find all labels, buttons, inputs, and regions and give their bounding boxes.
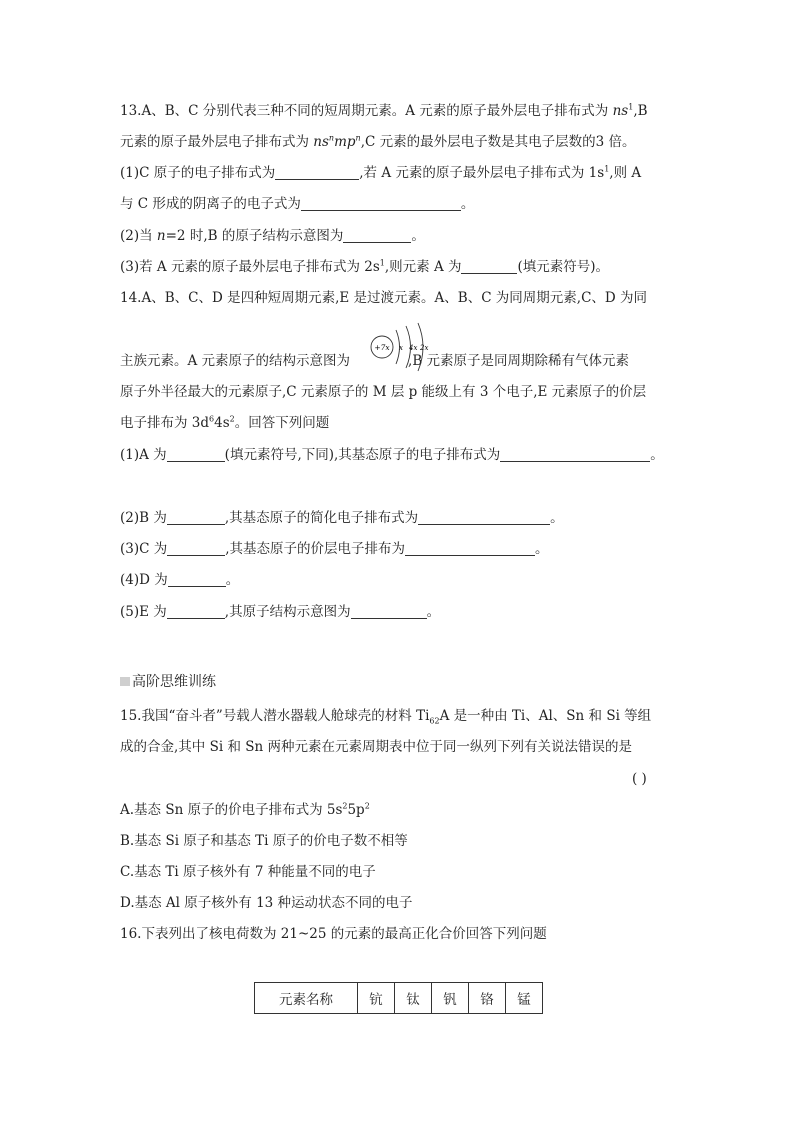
section-marker-icon — [120, 677, 130, 686]
table-cell: 钪 — [358, 983, 395, 1014]
shell-3-electrons: 2x — [420, 344, 429, 352]
answer-blank[interactable] — [167, 541, 225, 556]
q13-part-3: (3)若 A 元素的原子最外层电子排布式为 $2s^1$,则元素 A 为 (填元素符号)。 — [120, 258, 610, 275]
table-cell: 钒 — [432, 983, 469, 1014]
answer-blank[interactable] — [167, 604, 225, 619]
q14-part-2: (2)B 为 ,其基态原子的简化电子排布式为 。 — [120, 510, 564, 526]
answer-blank[interactable] — [301, 196, 461, 211]
answer-blank[interactable] — [461, 259, 517, 274]
answer-blank[interactable] — [168, 572, 226, 587]
shell-1-electrons: x — [399, 344, 403, 352]
answer-blank[interactable] — [343, 228, 411, 243]
q16-line-1: 16.下表列出了核电荷数为 21~25 的元素的最高正化合价回答下列问题 — [120, 926, 547, 942]
table-cell: 锰 — [506, 983, 543, 1014]
q14-line-2: 主族元素。A 元素原子的结构示意图为 ,B 元素原子是同周期除稀有气体元素 — [120, 353, 630, 369]
q14-line-3: 原子外半径最大的元素原子,C 元素原子的 M 层 p 能级上有 3 个电子,E 元素原子的价层 — [120, 384, 647, 400]
q14-part-1: (1)A 为 (填元素符号,下同),其基态原子的电子排布式为 。 — [120, 447, 664, 463]
answer-blank[interactable] — [167, 447, 225, 462]
table-cell: 钛 — [395, 983, 432, 1014]
q15-option-c[interactable]: C.基态 Ti 原子核外有 7 种能量不同的电子 — [120, 864, 376, 880]
answer-blank[interactable] — [418, 510, 550, 525]
q15-option-d[interactable]: D.基态 Al 原子核外有 13 种运动状态不同的电子 — [120, 895, 413, 911]
section-header — [120, 671, 216, 691]
answer-bracket[interactable]: ( ) — [632, 771, 647, 787]
q13-line-1: 13.A、B、C 分别代表三种不同的短周期元素。A 元素的原子最外层电子排布式为 $ns^1,B$ — [120, 102, 648, 119]
element-table — [254, 982, 543, 1014]
q15-option-b[interactable]: B.基态 Si 原子和基态 Ti 原子的价电子数不相等 — [120, 833, 408, 849]
q15-line-2: 成的合金,其中 Si 和 Sn 两种元素在元素周期表中位于同一纵列下列有关说法错误的是 — [120, 739, 632, 755]
nucleus-charge: +7x — [374, 343, 390, 352]
shell-2-electrons: 4x — [409, 344, 418, 352]
section-title: 高阶思维训练 — [132, 674, 216, 690]
q13-part-1-cont: 与 C 形成的阴离子的电子式为 。 — [120, 196, 475, 212]
answer-blank[interactable] — [275, 165, 359, 180]
table-header-cell: 元素名称 — [255, 983, 358, 1014]
table-row — [255, 983, 543, 1014]
answer-blank[interactable] — [351, 604, 427, 619]
q14-line-1: 14.A、B、C、D 是四种短周期元素,E 是过渡元素。A、B、C 为同周期元素,C、D 为同 — [120, 290, 648, 306]
q14-line-4: 电子排布为 $3d^64s^2$。回答下列问题 — [120, 414, 330, 431]
q15-line-1: 15.我国“奋斗者”号载人潜水器载人舱球壳的材料 $Ti_{62}A$ 是一种由 Ti、Al、Sn 和 Si 等组 — [120, 708, 652, 726]
table-cell: 铬 — [469, 983, 506, 1014]
q13-part-2: (2)当 n=2 时,B 的原子结构示意图为 。 — [120, 228, 425, 244]
q13-part-1: (1)C 原子的电子排布式为 ,若 A 元素的原子最外层电子排布式为 $1s^1$,则 A — [120, 164, 642, 181]
q13-line-2: 元素的原子最外层电子排布式为 $ns^nmp^n,C$ 元素的最外层电子数是其电子层数的3 倍。 — [120, 133, 636, 150]
q14-part-5: (5)E 为 ,其原子结构示意图为 。 — [120, 604, 441, 620]
q15-option-a[interactable]: A.基态 Sn 原子的价电子排布式为 $5s^25p^2$ — [120, 801, 370, 818]
atom-structure-diagram — [368, 322, 434, 372]
q14-part-4: (4)D 为 。 — [120, 572, 240, 588]
q14-part-3: (3)C 为 ,其基态原子的价层电子排布为 。 — [120, 541, 549, 557]
answer-blank[interactable] — [500, 447, 650, 462]
answer-blank[interactable] — [167, 510, 225, 525]
answer-blank[interactable] — [405, 541, 535, 556]
